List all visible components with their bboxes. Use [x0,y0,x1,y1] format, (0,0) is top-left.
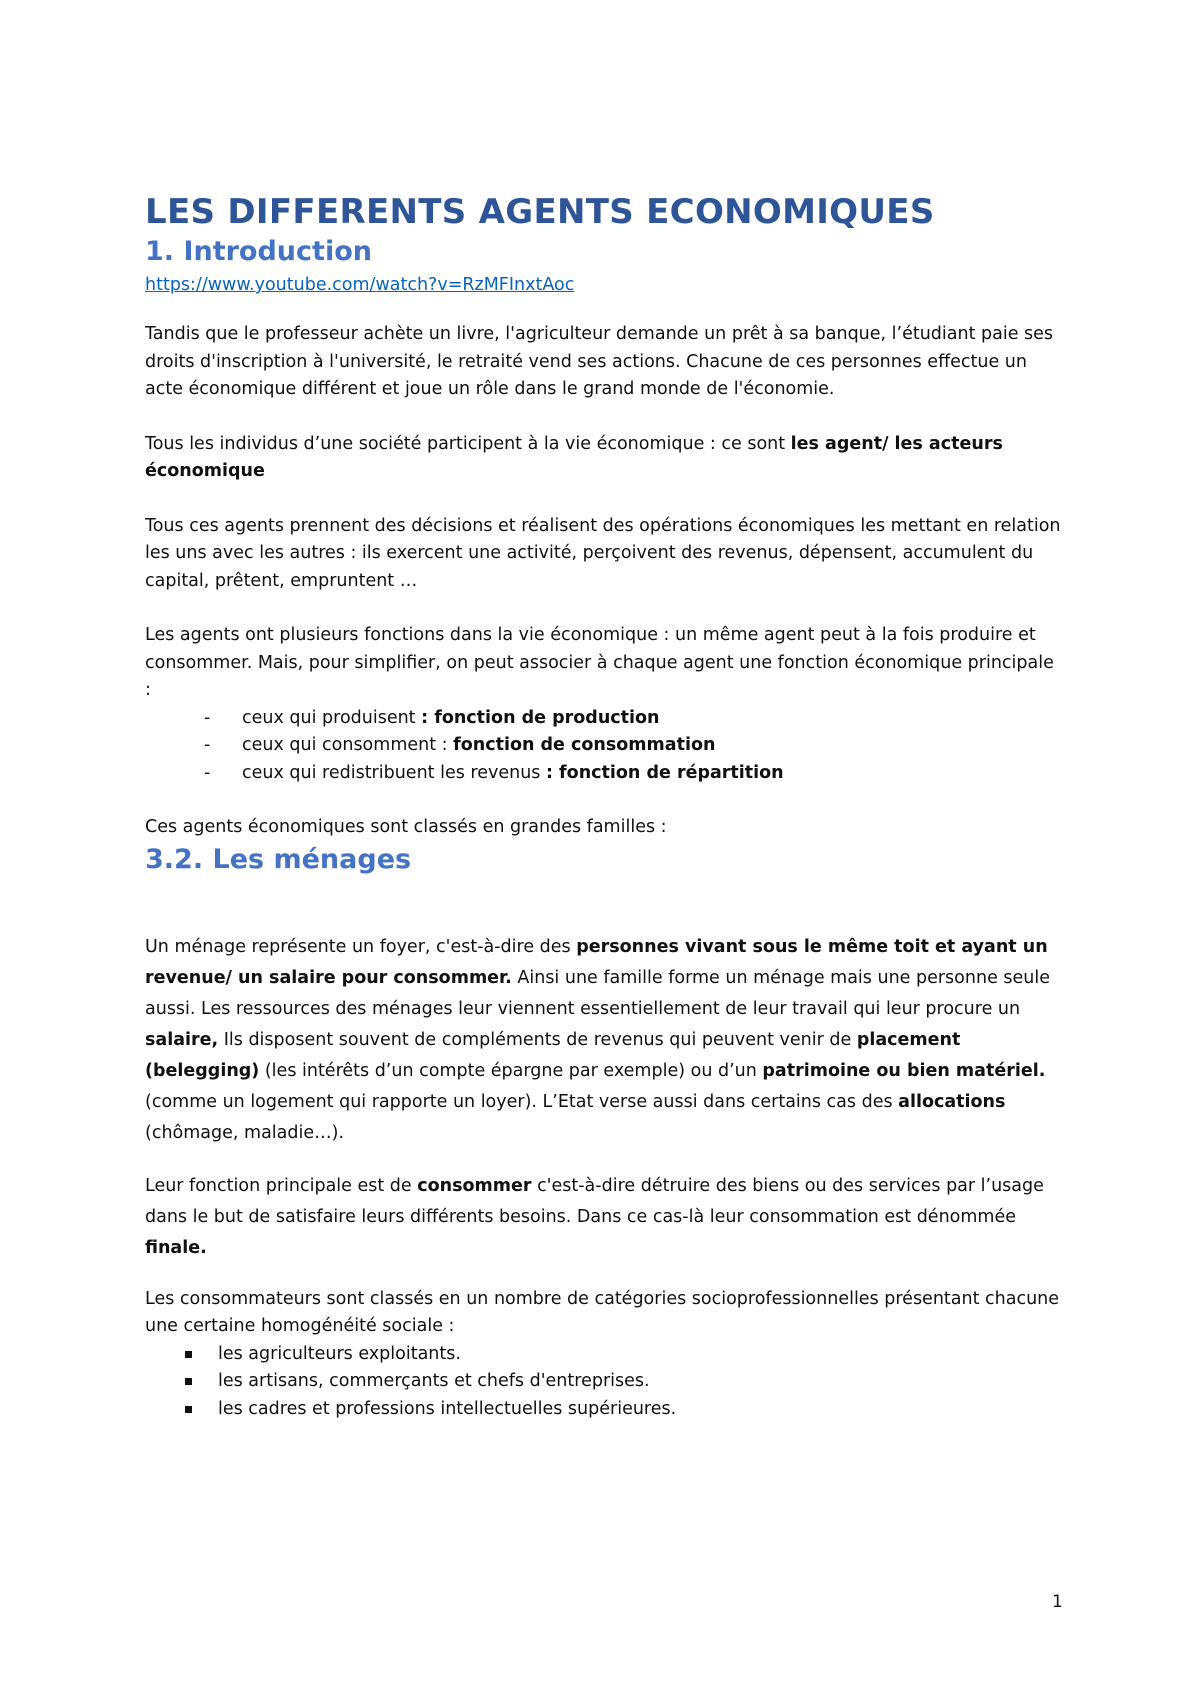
intro-paragraph-4: Les agents ont plusieurs fonctions dans la vie économique : un même agent peut à la fois produire et consommer. Mais, pour simplifier, on peut associer à chaque agent une fonction économique principale : [145,625,1054,700]
square-bullet-icon [185,1406,192,1413]
intro-paragraph-2-bold: les agent/ les acteurs économique [145,433,1003,481]
text-run: Un ménage représente un foyer, c'est-à-dire des [145,936,577,957]
intro-paragraph-1: Tandis que le professeur achète un livre, l'agriculteur demande un prêt à sa banque, l’étudiant paie ses droits d'inscription à l'université, le retraité vend ses actions. Chacune de ces personnes effectue un acte économique différent et joue un rôle dans le grand monde de l'économie. [145,324,1054,399]
youtube-link[interactable]: https://www.youtube.com/watch?v=RzMFInxtAoc [145,275,575,295]
list-item-bold: fonction de consommation [453,735,716,755]
list-item [145,760,1065,788]
text-run: (les intérêts d’un compte épargne par exemple) ou d’un [259,1060,763,1081]
list-item [145,1368,1065,1396]
bold-run: patrimoine ou bien matériel. [762,1060,1046,1081]
text-run: c'est-à-dire détruire des biens ou des services par l’usage dans le but de satisfaire leurs différents besoins. Dans ce cas-là leur consommation est dénommée [145,1175,1044,1227]
functions-list [145,705,1065,788]
page-number: 1 [1052,1592,1063,1612]
list-item-text: les cadres et professions intellectuelles supérieures. [218,1398,677,1419]
bold-run: allocations [898,1091,1006,1112]
list-item [145,1341,1065,1369]
categories-list [145,1341,1065,1424]
page-content [145,190,1065,1423]
intro-paragraph-2 [145,431,1065,486]
bold-run: consommer [417,1175,532,1196]
section-heading-menages: 3.2. Les ménages [145,843,412,875]
list-item-text: ceux qui produisent [242,707,422,728]
list-item-bold: : fonction de production [421,707,660,728]
bold-run: finale. [145,1237,207,1258]
text-run: (chômage, maladie…). [145,1122,345,1143]
menages-paragraph-2 [145,1171,1065,1264]
menages-body [145,932,1065,1264]
menages-paragraph-1 [145,932,1065,1149]
list-item-text: les agriculteurs exploitants. [218,1343,461,1364]
intro-paragraph-5: Ces agents économiques sont classés en grandes familles : [145,817,667,837]
list-item-text: ceux qui redistribuent les revenus [242,762,546,783]
bold-run: personnes vivant sous le même toit et ayant un revenue/ un salaire pour consommer. [145,936,1048,988]
dash-marker: - [204,762,211,783]
bold-run: placement (belegging) [145,1029,961,1081]
text-run: (comme un logement qui rapporte un loyer). L’Etat verse aussi dans certains cas des [145,1091,899,1112]
list-item [145,732,1065,760]
intro-paragraph-3: Tous ces agents prennent des décisions et réalisent des opérations économiques les mettant en relation les uns avec les autres : ils exercent une activité, perçoivent des revenus, dépensent, accumulent du capital, prêtent, empruntent … [145,515,1061,591]
list-item-text: ceux qui consomment : [242,735,454,755]
dash-marker: - [204,707,211,728]
dash-marker: - [204,735,211,755]
square-bullet-icon [185,1351,192,1358]
list-item-text: les artisans, commerçants et chefs d'entreprises. [218,1371,650,1391]
text-run: Ils disposent souvent de compléments de revenus qui peuvent venir de [218,1029,857,1050]
list-item [145,1396,1065,1424]
list-item [145,705,1065,733]
text-run: Leur fonction principale est de [145,1175,418,1196]
section-heading-introduction: 1. Introduction [145,236,372,267]
square-bullet-icon [185,1378,192,1385]
bold-run: salaire, [145,1029,219,1050]
list-item-bold: : fonction de répartition [545,762,784,783]
text-run: Ainsi une famille forme un ménage mais une personne seule aussi. Les ressources des ménages leur viennent essentiellement de leur travail qui leur procure un [145,967,1050,1019]
menages-paragraph-3: Les consommateurs sont classés en un nombre de catégories socioprofessionnelles présentant chacune une certaine homogénéité sociale : [145,1288,1060,1336]
intro-paragraph-2-text: Tous les individus d’une société participent à la vie économique : ce sont [145,433,791,454]
document-title: LES DIFFERENTS AGENTS ECONOMIQUES [145,192,935,232]
